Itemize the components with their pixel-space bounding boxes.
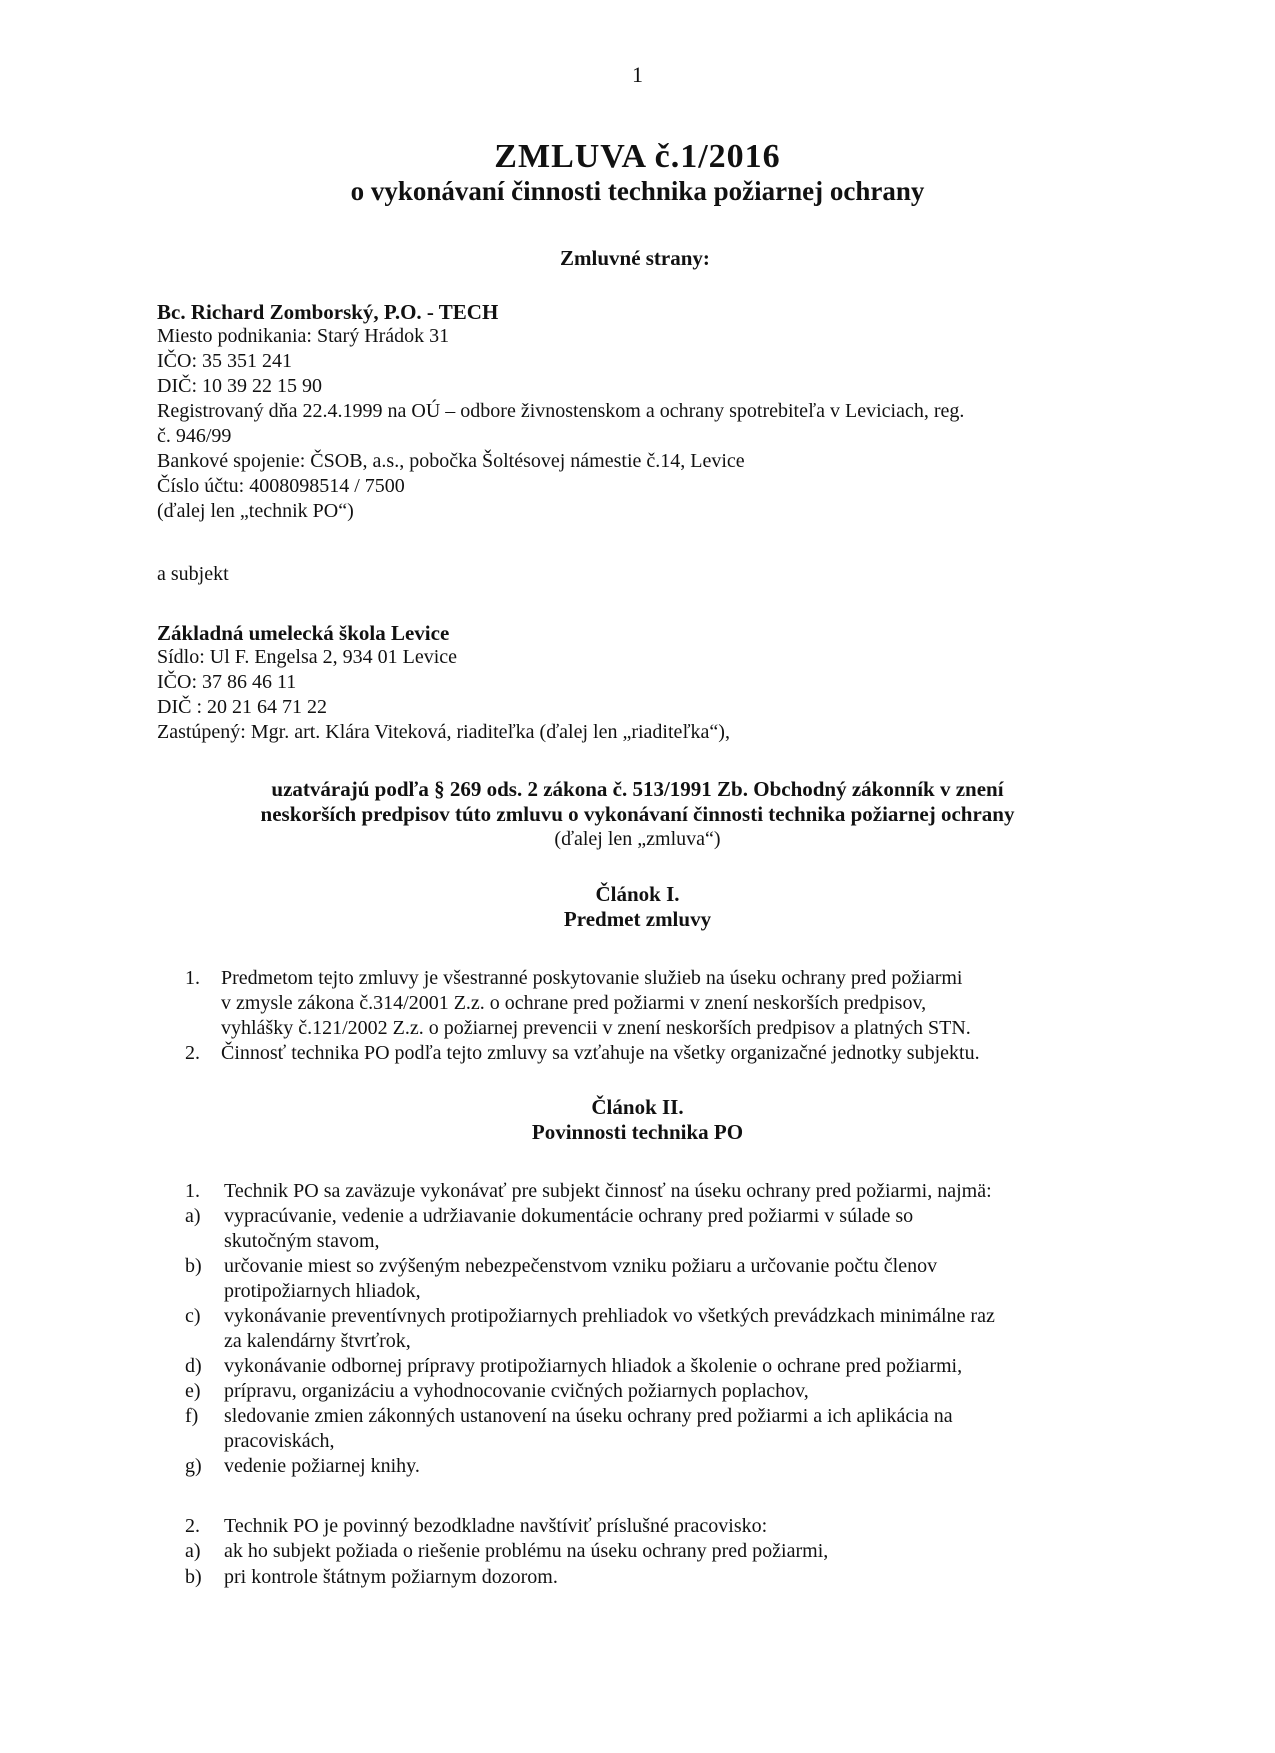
- item-line: ak ho subjekt požiada o riešenie problému na úseku ochrany pred požiarmi,: [224, 1540, 829, 1562]
- connector-text: a subjekt: [157, 563, 229, 585]
- party2-name: Základná umelecká škola Levice: [157, 621, 450, 645]
- item-label: c): [185, 1305, 201, 1327]
- party2-line: IČO: 37 86 46 11: [157, 671, 297, 693]
- item-line: pracoviskách,: [224, 1430, 335, 1452]
- party1-line: IČO: 35 351 241: [157, 350, 292, 372]
- item-line: vypracúvanie, vedenie a udržiavanie dokumentácie ochrany pred požiarmi v súlade so: [224, 1205, 914, 1227]
- article2-subheading: Povinnosti technika PO: [531, 1120, 744, 1144]
- party1-line: Miesto podnikania: Starý Hrádok 31: [157, 325, 450, 347]
- item-line: skutočným stavom,: [224, 1230, 380, 1252]
- item-line: za kalendárny štvrťrok,: [224, 1330, 411, 1352]
- item-line: pri kontrole štátnym požiarnym dozorom.: [224, 1566, 558, 1588]
- party1-line: Registrovaný dňa 22.4.1999 na OÚ – odbore živnostenskom a ochrany spotrebiteľa v Leviciach, reg.: [157, 400, 965, 422]
- item-line: Technik PO sa zaväzuje vykonávať pre subjekt činnosť na úseku ochrany pred požiarmi, najmä:: [224, 1180, 992, 1202]
- item-label: d): [185, 1355, 202, 1377]
- item-number: 2.: [185, 1042, 200, 1064]
- contract-title: ZMLUVA č.1/2016: [494, 138, 781, 175]
- preamble-line: uzatvárajú podľa § 269 ods. 2 zákona č. 513/1991 Zb. Obchodný zákonník v znení: [271, 777, 1004, 801]
- page-number: 1: [632, 62, 643, 87]
- item-number: 1.: [185, 967, 200, 989]
- contract-subtitle: o vykonávaní činnosti technika požiarnej ochrany: [350, 176, 925, 206]
- party1-line: Číslo účtu: 4008098514 / 7500: [157, 475, 405, 497]
- item-label: b): [185, 1255, 202, 1277]
- item-label: b): [185, 1566, 202, 1588]
- article2-heading: Článok II.: [591, 1095, 684, 1119]
- item-line: vyhlášky č.121/2002 Z.z. o požiarnej prevencii v znení neskorších predpisov a platných STN.: [221, 1017, 971, 1039]
- item-number: 2.: [185, 1515, 200, 1537]
- article1-heading: Článok I.: [595, 882, 680, 906]
- preamble-line: neskorších predpisov túto zmluvu o vykonávaní činnosti technika požiarnej ochrany: [260, 802, 1015, 826]
- item-line: Technik PO je povinný bezodkladne navštíviť príslušné pracovisko:: [224, 1515, 768, 1537]
- parties-heading: Zmluvné strany:: [560, 246, 710, 270]
- item-label: a): [185, 1205, 201, 1227]
- item-line: prípravu, organizáciu a vyhodnocovanie cvičných požiarnych poplachov,: [224, 1380, 809, 1402]
- party1-line: č. 946/99: [157, 425, 232, 447]
- party2-line: Zastúpený: Mgr. art. Klára Viteková, riaditeľka (ďalej len „riaditeľka“),: [157, 721, 730, 743]
- item-line: protipožiarnych hliadok,: [224, 1280, 421, 1302]
- item-line: vykonávanie preventívnych protipožiarnych prehliadok vo všetkých prevádzkach minimálne raz: [224, 1305, 995, 1327]
- party1-name: Bc. Richard Zomborský, P.O. - TECH: [157, 300, 499, 324]
- party2-line: DIČ : 20 21 64 71 22: [157, 696, 327, 718]
- party2-line: Sídlo: Ul F. Engelsa 2, 934 01 Levice: [157, 646, 458, 668]
- item-label: g): [185, 1455, 202, 1477]
- party1-line: (ďalej len „technik PO“): [157, 500, 354, 522]
- item-line: vykonávanie odbornej prípravy protipožiarnych hliadok a školenie o ochrane pred požiarmi,: [224, 1355, 963, 1377]
- item-line: sledovanie zmien zákonných ustanovení na úseku ochrany pred požiarmi a ich aplikácia na: [224, 1405, 953, 1427]
- item-number: 1.: [185, 1180, 200, 1202]
- party1-line: DIČ: 10 39 22 15 90: [157, 375, 322, 397]
- item-label: f): [185, 1405, 199, 1427]
- item-line: Predmetom tejto zmluvy je všestranné poskytovanie služieb na úseku ochrany pred požiarmi: [221, 967, 963, 989]
- item-line: Činnosť technika PO podľa tejto zmluvy sa vzťahuje na všetky organizačné jednotky subjektu.: [221, 1042, 980, 1064]
- item-line: vedenie požiarnej knihy.: [224, 1455, 420, 1477]
- item-label: a): [185, 1540, 201, 1562]
- item-line: určovanie miest so zvýšeným nebezpečenstvom vzniku požiaru a určovanie počtu členov: [224, 1255, 938, 1277]
- item-label: e): [185, 1380, 201, 1402]
- article1-subheading: Predmet zmluvy: [563, 907, 712, 931]
- party1-line: Bankové spojenie: ČSOB, a.s., pobočka Šoltésovej námestie č.14, Levice: [157, 450, 745, 472]
- item-line: v zmysle zákona č.314/2001 Z.z. o ochrane pred požiarmi v znení neskorších predpisov,: [221, 992, 927, 1014]
- preamble-line: (ďalej len „zmluva“): [554, 828, 721, 850]
